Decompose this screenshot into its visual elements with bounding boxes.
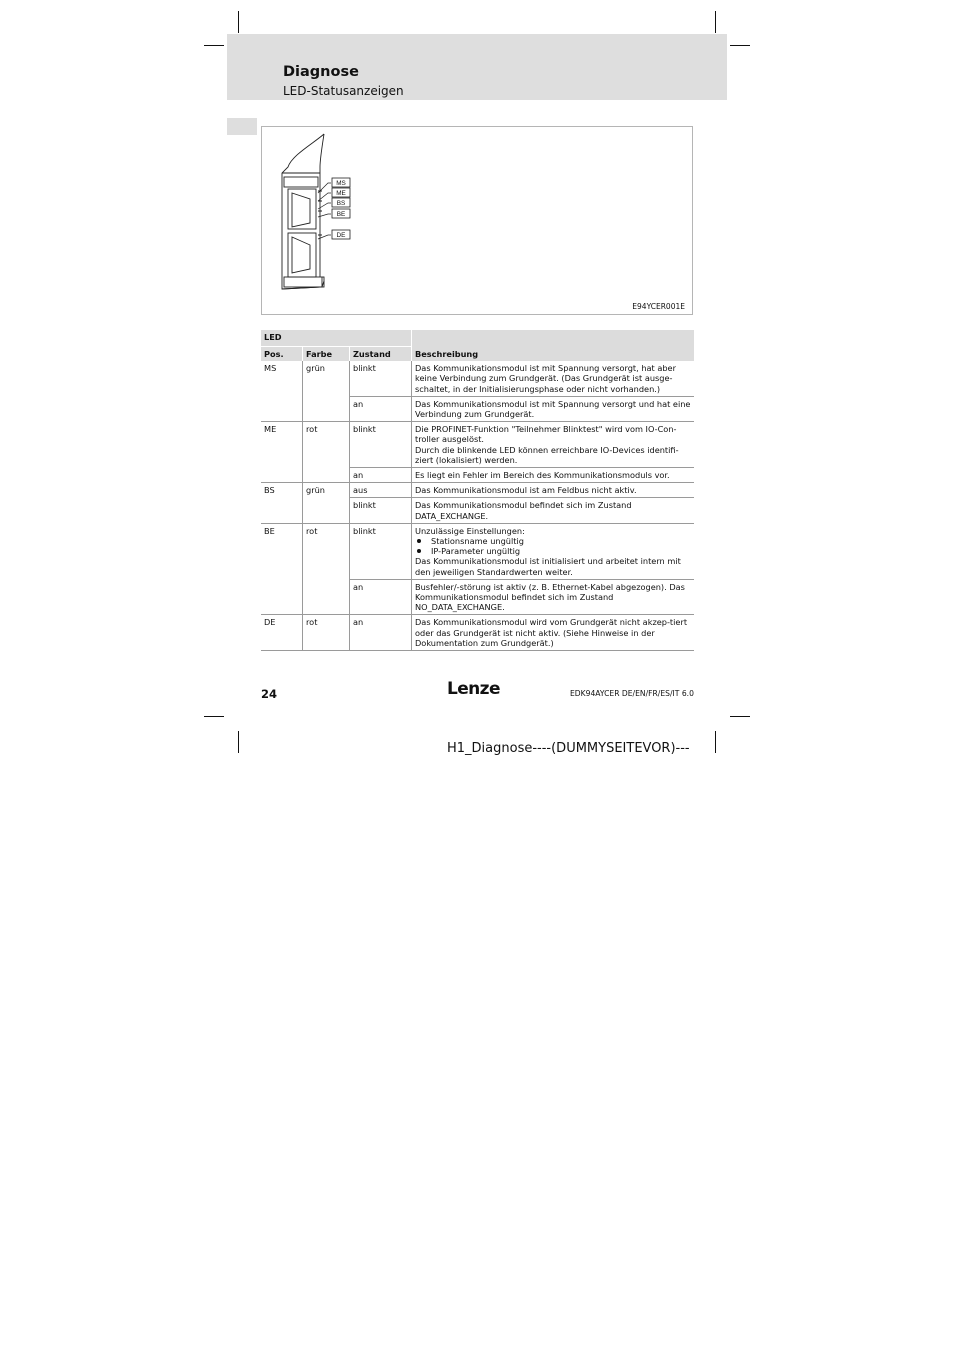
cell-farbe: rot — [303, 422, 350, 483]
cell-zustand: an — [350, 396, 412, 421]
desc-line: Das Kommunikationsmodul ist initialisiert und arbeitet intern mit den jeweiligen Standardwerten weiter. — [415, 556, 681, 577]
device-illustration — [262, 127, 694, 316]
led-status-table — [261, 330, 694, 651]
cell-zustand: blinkt — [350, 523, 412, 579]
cell-beschreibung — [412, 422, 695, 468]
cell-beschreibung: Das Kommunikationsmodul wird vom Grundgerät nicht akzep-tiert oder das Grundgerät ist nicht aktiv. (Siehe Hinweise in der Dokumentation zum Grundgerät.) — [412, 615, 695, 651]
cell-beschreibung — [412, 579, 695, 615]
desc-line: DATA_EXCHANGE. — [415, 510, 489, 521]
desc-line: Das Kommunikationsmodul befindet sich im Zustand — [415, 500, 632, 511]
cell-zustand: aus — [350, 483, 412, 498]
cell-zustand: an — [350, 468, 412, 483]
page-title: Diagnose — [283, 64, 359, 80]
cell-beschreibung — [412, 523, 695, 579]
cell-beschreibung: Es liegt ein Fehler im Bereich des Kommunikationsmoduls vor. — [412, 468, 695, 483]
th-zustand: Zustand — [350, 347, 412, 362]
led-label-me: ME — [336, 190, 346, 197]
desc-line: NO_DATA_EXCHANGE. — [415, 602, 505, 613]
cell-pos: ME — [261, 422, 303, 483]
th-beschreibung: Beschreibung — [412, 330, 695, 361]
crop-mark — [204, 45, 224, 46]
cell-zustand: blinkt — [350, 361, 412, 396]
table-row — [261, 523, 694, 579]
cell-zustand: an — [350, 579, 412, 615]
desc-line: Durch die blinkende LED können erreichbare IO-Devices identifi-ziert (lokalisiert) werden. — [415, 444, 679, 465]
crop-mark — [730, 45, 750, 46]
led-label-bs: BS — [336, 200, 346, 207]
table-row — [261, 361, 694, 396]
led-figure — [261, 126, 693, 315]
table-row — [261, 483, 694, 498]
th-pos: Pos. — [261, 347, 303, 362]
page-subtitle: LED-Statusanzeigen — [283, 84, 404, 98]
document-code: EDK94AYCER DE/EN/FR/ES/IT 6.0 — [570, 689, 694, 698]
table-row — [261, 615, 694, 651]
crop-mark — [730, 716, 750, 717]
cell-farbe: rot — [303, 523, 350, 615]
table-row — [261, 422, 694, 468]
lenze-logo: Lenze — [447, 679, 500, 699]
cell-pos: BE — [261, 523, 303, 615]
cell-zustand: an — [350, 615, 412, 651]
crop-mark — [238, 731, 239, 753]
led-label-de: DE — [336, 232, 346, 239]
bullet-item: IP-Parameter ungültig — [415, 546, 691, 556]
side-tab-marker — [227, 118, 257, 135]
desc-line: Die PROFINET-Funktion "Teilnehmer Blinktest" wird vom IO-Con-troller ausgelöst. — [415, 424, 677, 445]
cell-farbe: grün — [303, 483, 350, 524]
cell-zustand: blinkt — [350, 498, 412, 523]
cell-beschreibung: Das Kommunikationsmodul ist mit Spannung versorgt und hat eine Verbindung zum Grundgerät. — [412, 396, 695, 421]
cell-beschreibung: Das Kommunikationsmodul ist am Feldbus nicht aktiv. — [412, 483, 695, 498]
figure-code: E94YCER001E — [632, 302, 685, 311]
crop-mark — [204, 716, 224, 717]
led-label-be: BE — [336, 211, 346, 218]
th-farbe: Farbe — [303, 347, 350, 362]
crop-mark — [238, 11, 239, 33]
page-number: 24 — [261, 687, 278, 701]
cell-beschreibung: Das Kommunikationsmodul ist mit Spannung versorgt, hat aber keine Verbindung zum Grundgerät. (Das Grundgerät ist ausge-schaltet, in der Initialisierungsphase oder nicht vorhanden.) — [412, 361, 695, 396]
dummy-page-line: H1_Diagnose----(DUMMYSEITEVOR)--- — [447, 741, 690, 756]
th-led: LED — [261, 330, 412, 347]
cell-beschreibung — [412, 498, 695, 523]
cell-farbe: grün — [303, 361, 350, 422]
crop-mark — [715, 731, 716, 753]
cell-pos: MS — [261, 361, 303, 422]
desc-line: Busfehler/-störung ist aktiv (z. B. Ethernet-Kabel abgezogen). Das Kommunikationsmodul befindet sich im Zustand — [415, 581, 685, 603]
desc-line: Unzulässige Einstellungen: — [415, 525, 525, 536]
cell-pos: BS — [261, 483, 303, 524]
bullet-item: Stationsname ungültig — [415, 536, 691, 546]
led-label-ms: MS — [336, 180, 346, 187]
cell-farbe: rot — [303, 615, 350, 651]
crop-mark — [715, 11, 716, 33]
cell-zustand: blinkt — [350, 422, 412, 468]
cell-pos: DE — [261, 615, 303, 651]
